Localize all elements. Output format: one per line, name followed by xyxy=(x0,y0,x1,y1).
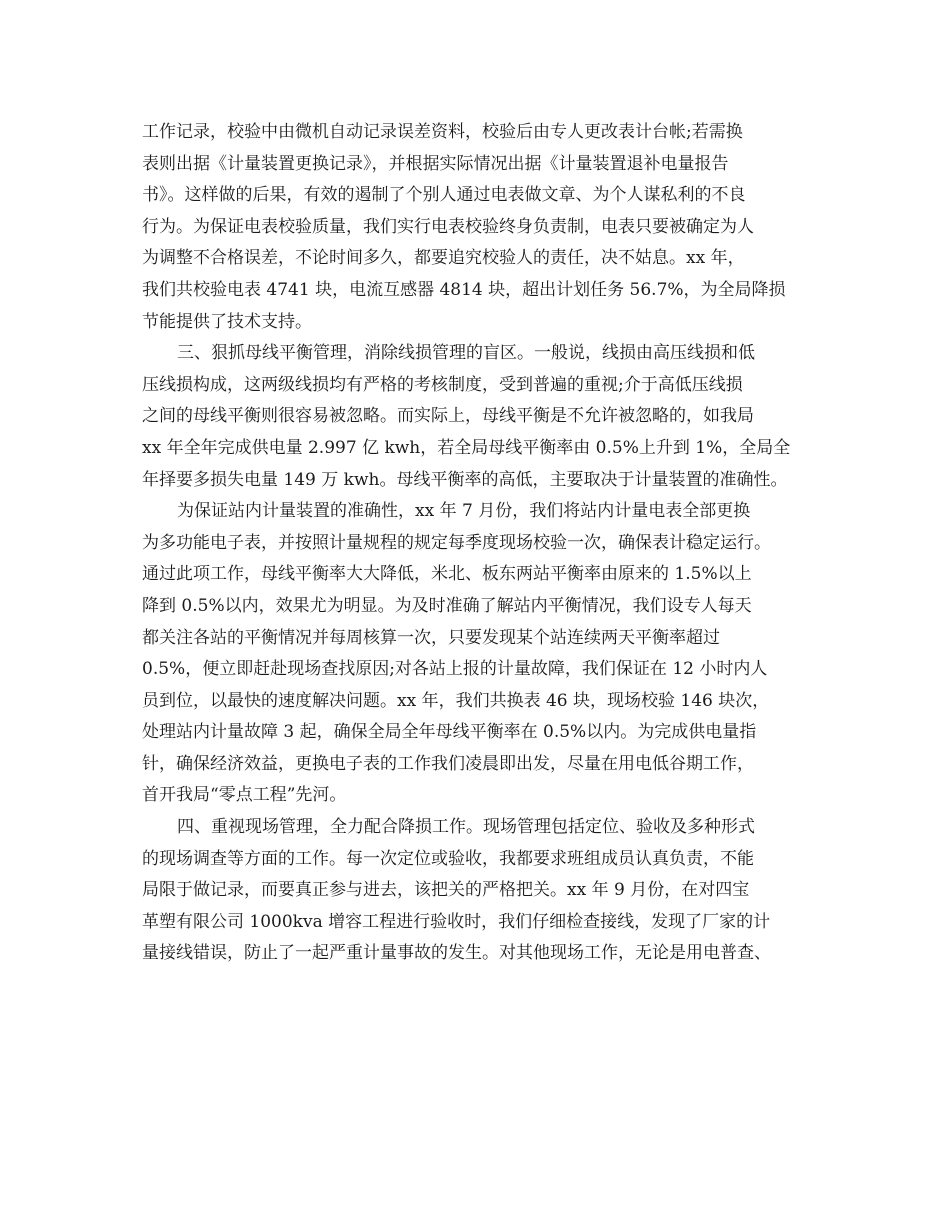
text-line: 之间的母线平衡则很容易被忽略。而实际上，母线平衡是不允许被忽略的，如我局 xyxy=(142,406,754,427)
document-body xyxy=(142,117,832,970)
text-line: 为保证站内计量装置的准确性，xx 年 7 月份，我们将站内计量电表全部更换 xyxy=(177,501,751,522)
text-line: 革塑有限公司 1000kva 增容工程进行验收时，我们仔细检查接线，发现了厂家的计 xyxy=(142,911,771,932)
text-line: 量接线错误，防止了一起严重计量事故的发生。对其他现场工作，无论是用电普查、 xyxy=(142,943,771,964)
text-line: 我们共校验电表 4741 块，电流互感器 4814 块，超出计划任务 56.7%，为全局降损 xyxy=(142,279,786,300)
text-line: 三、狠抓母线平衡管理，消除线损管理的盲区。一般说，线损由高压线损和低 xyxy=(177,343,755,364)
text-line: 员到位，以最快的速度解决问题。xx 年，我们共换表 46 块，现场校验 146 块次， xyxy=(142,690,770,711)
text-line: 压线损构成，这两级线损均有严格的考核制度，受到普遍的重视;介于高低压线损 xyxy=(142,374,743,395)
text-line: 工作记录，校验中由微机自动记录误差资料，校验后由专人更改表计台帐;若需换 xyxy=(142,122,743,142)
text-line: 针，确保经济效益，更换电子表的工作我们凌晨即出发，尽量在用电低谷期工作， xyxy=(142,753,754,774)
paragraph-station-meters xyxy=(142,496,832,812)
text-line: 处理站内计量故障 3 起，确保全局全年母线平衡率在 0.5%以内。为完成供电量指 xyxy=(142,722,757,743)
text-line: 为调整不合格误差，不论时间多久，都要追究校验人的责任，决不姑息。xx 年， xyxy=(142,248,745,269)
text-line: 表则出据《计量装置更换记录》，并根据实际情况出据《计量装置退补电量报告 xyxy=(142,153,729,174)
text-line: 行为。为保证电表校验质量，我们实行电表校验终身负责制，电表只要被确定为人 xyxy=(142,216,754,237)
text-line: 年择要多损失电量 149 万 kwh。母线平衡率的高低，主要取决于计量装置的准确性。 xyxy=(142,469,788,490)
text-line: xx 年全年完成供电量 2.997 亿 kwh，若全局母线平衡率由 0.5%上升到 1%，全局全 xyxy=(142,437,791,458)
text-line: 降到 0.5%以内，效果尤为明显。为及时准确了解站内平衡情况，我们设专人每天 xyxy=(142,595,752,616)
text-line: 局限于做记录，而要真正参与进去，该把关的严格把关。xx 年 9 月份，在对四宝 xyxy=(142,880,750,901)
paragraph-meter-records xyxy=(142,117,832,338)
text-line: 的现场调查等方面的工作。每一次定位或验收，我都要求班组成员认真负责，不能 xyxy=(142,848,754,869)
text-line: 通过此项工作，母线平衡率大大降低，米北、板东两站平衡率由原来的 1.5%以上 xyxy=(142,564,752,585)
text-line: 都关注各站的平衡情况并每周核算一次，只要发现某个站连续两天平衡率超过 xyxy=(142,627,720,648)
text-line: 为多功能电子表，并按照计量规程的规定每季度现场校验一次，确保表计稳定运行。 xyxy=(142,532,771,553)
text-line: 节能提供了技术支持。 xyxy=(142,311,312,332)
paragraph-site-management xyxy=(142,812,832,970)
text-line: 四、重视现场管理，全力配合降损工作。现场管理包括定位、验收及多种形式 xyxy=(177,817,755,838)
text-line: 首开我局“零点工程”先河。 xyxy=(142,785,347,806)
text-line: 书》。这样做的后果，有效的遏制了个别人通过电表做文章、为个人谋私利的不良 xyxy=(142,185,746,206)
text-line: 0.5%，便立即赶赴现场查找原因;对各站上报的计量故障，我们保证在 12 小时内人 xyxy=(142,659,768,680)
paragraph-bus-balance xyxy=(142,338,832,496)
